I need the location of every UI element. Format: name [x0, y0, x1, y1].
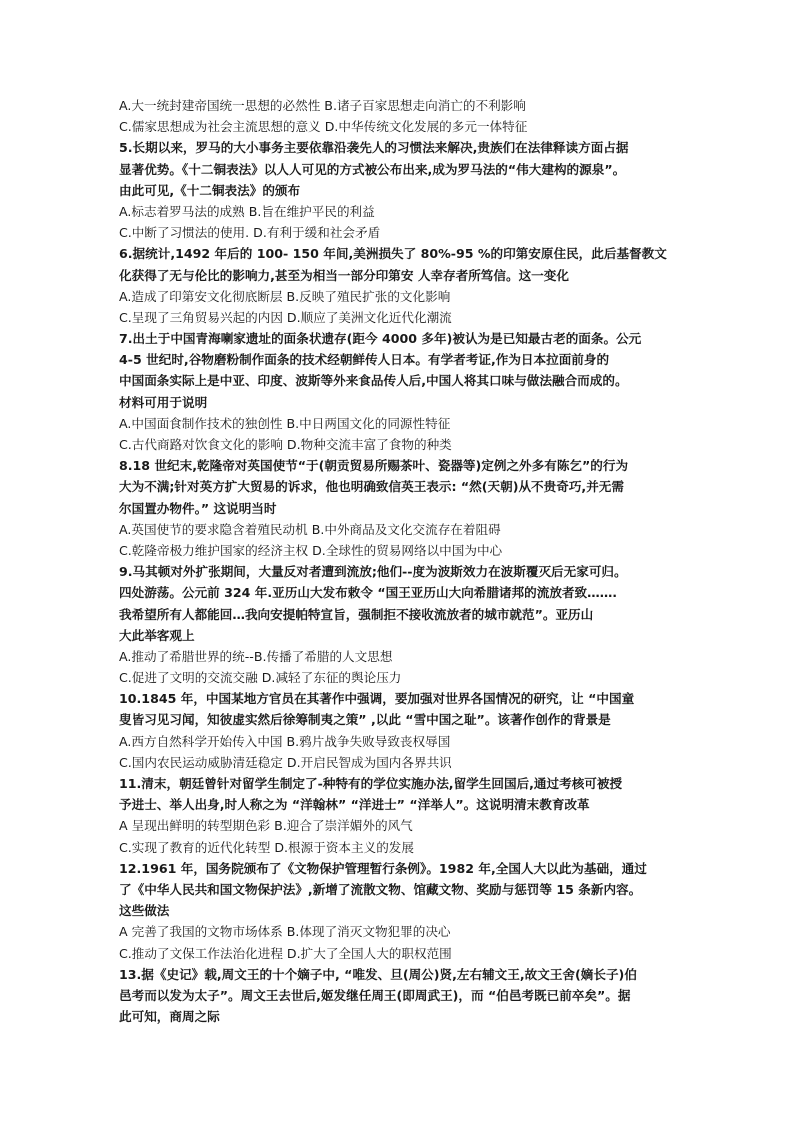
question-stem: 由此可见,《十二铜表法》的颁布	[119, 182, 301, 198]
answer-options: C.促进了文明的交流交融 D.减轻了东征的舆论压力	[119, 670, 402, 686]
answer-options: A.造成了印第安文化彻底断层 B.反映了殖民扩张的文化影响	[119, 288, 451, 304]
question-stem: 7.出土于中国青海喇家遗址的面条状遗存(距今 4000 多年)被认为是已知最古老的面条。公元	[119, 331, 642, 347]
question-stem: 显著优势。《十二铜表法》以人人可见的方式被公布出来,成为罗马法的“伟大建构的源泉”。	[119, 161, 626, 177]
question-text-block	[119, 95, 681, 1027]
answer-options: C.中断了习惯法的使用. D.有利于缓和社会矛盾	[119, 225, 381, 241]
answer-options: A 呈现出鲜明的转型期色彩 B.迎合了崇洋媚外的风气	[119, 818, 413, 834]
question-stem: 材料可用于说明	[119, 394, 208, 410]
question-stem: 叟皆习见习闻，知彼虚实然后徐筹制夷之策” ,以此 “雪中国之耻”。该著作创作的背景是	[119, 712, 611, 728]
answer-options: C.推动了文保工作法治化进程 D.扩大了全国人大的职权范围	[119, 945, 452, 961]
question-stem: 9.马其顿对外扩张期间，大量反对者遭到流放;他们--度为波斯效力在波斯覆灭后无家可归。	[119, 564, 627, 580]
question-stem: 尔国置办物件。” 这说明当时	[119, 500, 277, 516]
question-stem: 10.1845 年，中国某地方官员在其著作中强调，要加强对世界各国情况的研究，让 “中国童	[119, 691, 635, 707]
question-stem: 11.清末，朝廷曾针对留学生制定了-种特有的学位实施办法,留学生回国后,通过考核可被授	[119, 776, 623, 791]
text-line: C.儒家思想成为社会主流思想的意义 D.中华传统文化发展的多元一体特征	[119, 119, 528, 135]
answer-options: A 完善了我国的文物市场体系 B.体现了消灭文物犯罪的决心	[119, 924, 451, 940]
answer-options: A.西方自然科学开始传入中国 B.鸦片战争失败导致丧权辱国	[119, 733, 451, 749]
answer-options: A.标志着罗马法的成熟 B.旨在维护平民的利益	[119, 203, 375, 219]
question-stem: 5.长期以来，罗马的大小事务主要依靠沿袭先人的习惯法来解决,贵族们在法律释读方面占据	[119, 140, 629, 156]
question-stem: 中国面条实际上是中亚、印度、波斯等外来食品传人后,中国人将其口味与做法融合而成的。	[119, 373, 628, 389]
answer-options: C.古代商路对饮食文化的影响 D.物种交流丰富了食物的种类	[119, 437, 452, 452]
question-stem: 4-5 世纪时,谷物磨粉制作面条的技术经朝鲜传人日本。有学者考证,作为日本拉面前身的	[119, 352, 610, 368]
answer-options: C.乾隆帝极力维护国家的经济主权 D.全球性的贸易网络以中国为中心	[119, 542, 503, 558]
question-stem: 邑考而以发为太子”。周文王去世后,姬发继任周王(即周武王)，而 “伯邑考既已前卒矣”。据	[119, 987, 631, 1003]
question-stem: 12.1961 年，国务院颁布了《文物保护管理暂行条例》。1982 年,全国人大以此为基础，通过	[119, 860, 647, 876]
question-stem: 这些做法	[119, 903, 170, 919]
question-stem: 了《中华人民共和国文物保护法》,新增了流散文物、馆藏文物、奖励与惩罚等 15 条新内容。	[119, 881, 642, 897]
answer-options: A.中国面食制作技术的独创性 B.中日两国文化的同源性特征	[119, 415, 451, 431]
answer-options: A.推动了希腊世界的统--B.传播了希腊的人文思想	[119, 648, 393, 664]
answer-options: C.呈现了三角贸易兴起的内因 D.顺应了美洲文化近代化潮流	[119, 309, 452, 325]
question-stem: 此可知，商周之际	[119, 1009, 220, 1025]
question-stem: 6.据统计,1492 年后的 100- 150 年间,美洲损失了 80%-95 %的印第安原住民，此后基督教文	[119, 246, 667, 262]
question-stem: 8.18 世纪末,乾隆帝对英国使节“于(朝贡贸易所赐茶叶、瓷器等)定例之外多有陈乞”的行为	[119, 458, 629, 474]
answer-options: A.英国使节的要求隐含着殖民动机 B.中外商品及文化交流存在着阻碍	[119, 521, 501, 537]
question-stem: 大此举客观上	[119, 627, 195, 643]
question-stem: 大为不满;针对英方扩大贸易的诉求，他也明确致信英王表示: “然(天朝)从不贵奇巧,并无需	[119, 479, 624, 495]
question-stem: 化获得了无与伦比的影响力,甚至为相当一部分印第安 人幸存者所笃信。这一变化	[119, 267, 569, 283]
text-line: A.大一统封建帝国统一思想的必然性 B.诸子百家思想走向消亡的不利影响	[119, 98, 526, 113]
question-stem: 四处游荡。公元前 324 年.亚历山大发布敕令 “国王亚历山大向希腊诸邦的流放者致…….	[119, 585, 618, 601]
question-stem: 予进士、举人出身,时人称之为 “洋翰林” “洋进士” “洋举人”。这说明清末教育改革	[119, 797, 590, 813]
question-stem: 我希望所有人都能回…我向安提帕特宣旨，强制拒不接收流放者的城市就范”。亚历山	[119, 606, 594, 622]
question-stem: 13.据《史记》载,周文王的十个嫡子中, “唯发、旦(周公)贤,左右辅文王,故文王舍(嫡长子)伯	[119, 966, 637, 982]
answer-options: C.国内农民运动威胁清廷稳定 D.开启民智成为国内各界共识	[119, 754, 452, 770]
answer-options: C.实现了教育的近代化转型 D.根源于资本主义的发展	[119, 839, 414, 855]
